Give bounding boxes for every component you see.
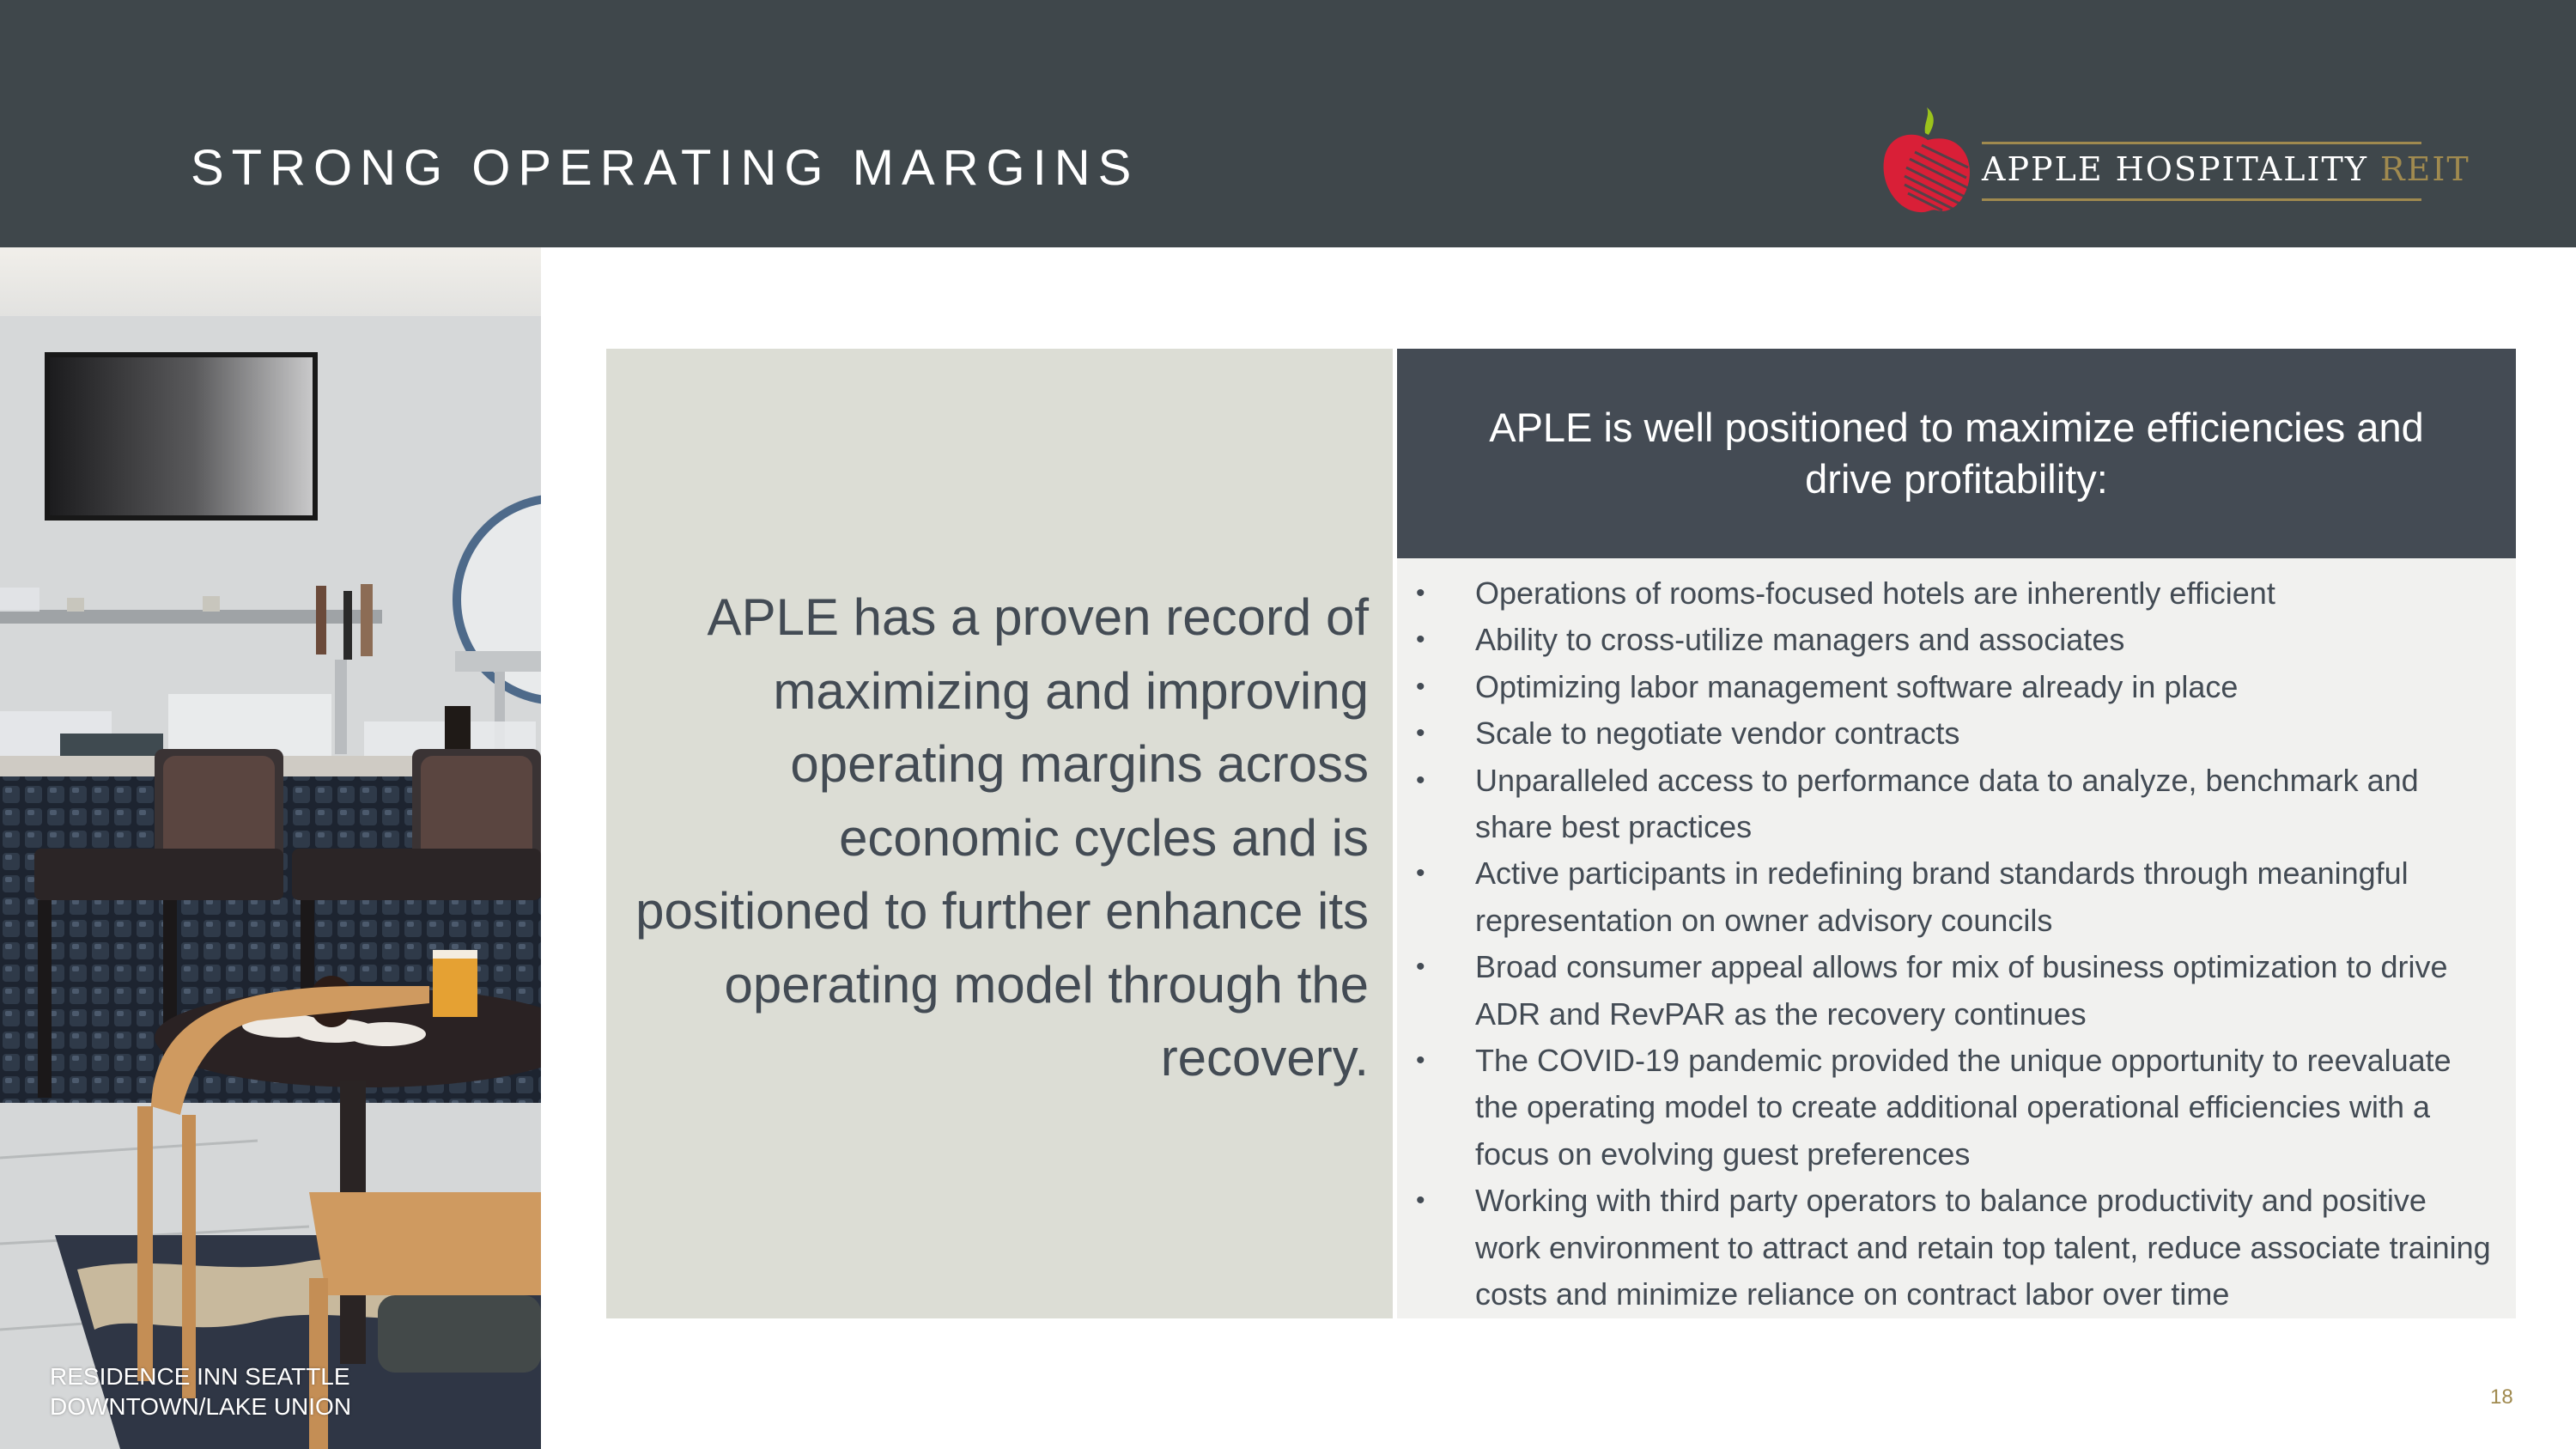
slide-header xyxy=(0,0,2576,247)
list-item xyxy=(1397,710,2516,757)
list-item xyxy=(1397,758,2516,851)
bullet-text: Ability to cross-utilize managers and associates xyxy=(1475,622,2125,658)
list-item xyxy=(1397,570,2516,617)
bullet-text: Operations of rooms-focused hotels are inherently efficient xyxy=(1475,575,2275,611)
list-item xyxy=(1397,850,2516,944)
bullet-text: Active participants in redefining brand standards through meaningful representation on owner advisory councils xyxy=(1475,855,2409,938)
bullet-icon: • xyxy=(1416,672,1425,701)
list-item xyxy=(1397,1038,2516,1178)
logo-rule-bottom xyxy=(1982,198,2421,201)
photo-caption-line2: DOWNTOWN/LAKE UNION xyxy=(50,1393,352,1420)
callout-box xyxy=(606,349,1393,1318)
logo-rule-top xyxy=(1982,142,2421,144)
logo-brand-primary: APPLE HOSPITALITY xyxy=(1982,150,2368,188)
list-item xyxy=(1397,617,2516,663)
bullet-list xyxy=(1397,570,2516,1318)
list-item xyxy=(1397,664,2516,710)
panel-heading: APLE is well positioned to maximize efficiencies and drive profitability: xyxy=(1489,405,2424,502)
callout-statement: APLE has a proven record of maximizing and improving operating margins across economic cycles and is positioned to further enhance its operating model through the recovery. xyxy=(635,588,1369,1087)
bullet-icon: • xyxy=(1416,579,1425,607)
company-logo xyxy=(1880,107,2470,219)
logo-brand-secondary: REIT xyxy=(2380,150,2470,188)
photo-caption xyxy=(50,1361,351,1422)
hotel-photo xyxy=(0,247,541,1449)
list-item xyxy=(1397,944,2516,1038)
bullet-icon: • xyxy=(1416,953,1425,982)
bullet-text: Unparalleled access to performance data to analyze, benchmark and share best practices xyxy=(1475,762,2419,845)
page-number: 18 xyxy=(2490,1385,2513,1409)
bullet-icon: • xyxy=(1416,1046,1425,1075)
apple-icon xyxy=(1880,107,1975,219)
logo-wordmark xyxy=(1982,150,2470,188)
bullet-icon: • xyxy=(1416,765,1425,795)
slide-title: STRONG OPERATING MARGINS xyxy=(191,140,1139,196)
bullet-text: Scale to negotiate vendor contracts xyxy=(1475,715,1960,752)
bullet-text: Optimizing labor management software already in place xyxy=(1475,668,2239,704)
hotel-bar-image xyxy=(0,247,541,1449)
bullet-icon: • xyxy=(1416,719,1425,748)
panel-heading-box xyxy=(1397,349,2516,558)
bullet-text: Working with third party operators to balance productivity and positive work environment to attract and retain top talent, reduce associate training costs and minimize reliance on contract labor over time xyxy=(1475,1183,2491,1312)
photo-caption-line1: RESIDENCE INN SEATTLE xyxy=(50,1363,350,1390)
bullet-text: Broad consumer appeal allows for mix of business optimization to drive ADR and RevPAR as the recovery continues xyxy=(1475,949,2448,1032)
bullet-icon: • xyxy=(1416,1186,1425,1215)
bullet-text: The COVID-19 pandemic provided the unique opportunity to reevaluate the operating model to create additional operational efficiencies with a focus on evolving guest preferences xyxy=(1475,1043,2451,1172)
bullet-icon: • xyxy=(1416,625,1425,654)
bullet-icon: • xyxy=(1416,859,1425,888)
panel-body xyxy=(1397,558,2516,1318)
list-item xyxy=(1397,1178,2516,1318)
